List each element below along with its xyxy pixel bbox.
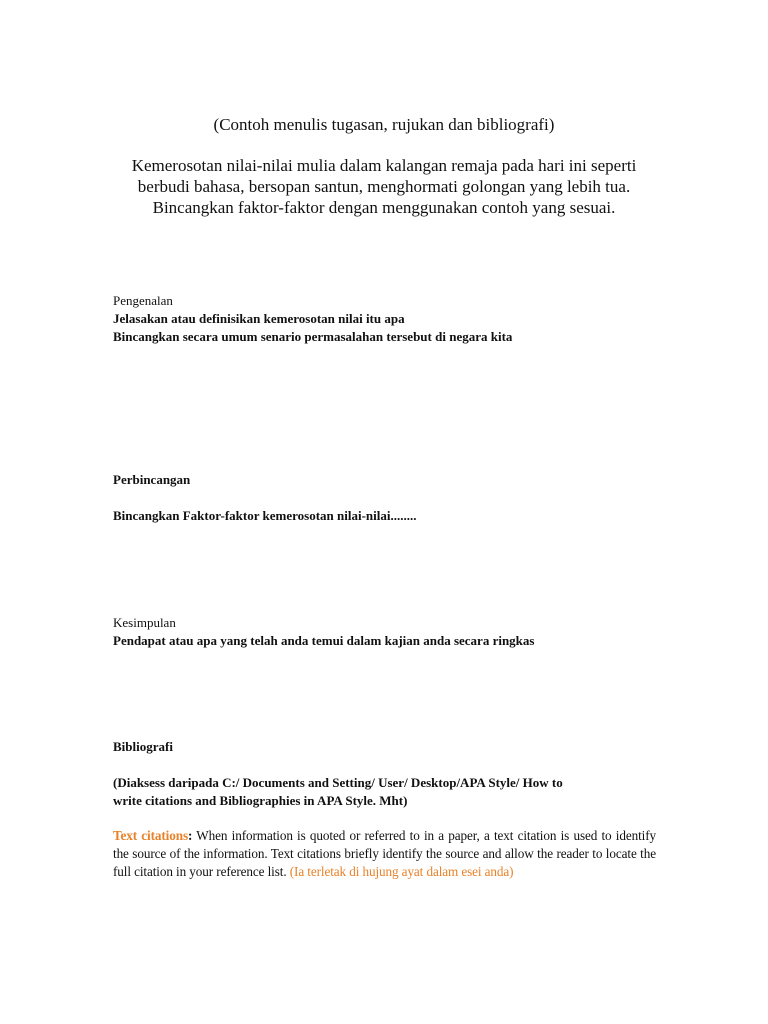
citation-body: When information is quoted or referred to in a paper, a text citation is used to identify the source of the information. Text citations briefly identify the source and allow the reader to locate the full citation in your reference list.: [113, 828, 656, 879]
section-heading: Bibliografi: [113, 739, 173, 754]
section-conclusion: [113, 614, 534, 650]
section-line: Bincangkan Faktor-faktor kemerosotan nilai-nilai........: [113, 508, 417, 523]
question-line: Bincangkan faktor-faktor dengan menggunakan contoh yang sesuai.: [152, 198, 616, 217]
citation-label: Text citations: [113, 828, 188, 843]
citation-note: (Ia terletak di hujung ayat dalam esei anda): [289, 864, 514, 879]
citation-colon: :: [188, 828, 193, 843]
bibliography-source-line: (Diaksess daripada C:/ Documents and Setting/ User/ Desktop/APA Style/ How to: [113, 775, 563, 790]
section-heading: Kesimpulan: [113, 615, 176, 630]
section-introduction: [113, 292, 512, 346]
bibliography-source-line: write citations and Bibliographies in APA Style. Mht): [113, 793, 408, 808]
section-heading: Perbincangan: [113, 472, 191, 487]
section-bibliography: [113, 738, 563, 810]
document-subtitle: (Contoh menulis tugasan, rujukan dan bibliografi): [213, 115, 555, 134]
section-discussion: [113, 471, 416, 525]
section-heading: Pengenalan: [113, 293, 173, 308]
essay-question: [100, 155, 668, 218]
section-line: Pendapat atau apa yang telah anda temui dalam kajian anda secara ringkas: [113, 633, 535, 648]
question-line: berbudi bahasa, bersopan santun, menghormati golongan yang lebih tua.: [137, 177, 631, 196]
section-line: Jelasakan atau definisikan kemerosotan nilai itu apa: [113, 311, 405, 326]
section-line: Bincangkan secara umum senario permasalahan tersebut di negara kita: [113, 329, 513, 344]
question-line: Kemerosotan nilai-nilai mulia dalam kalangan remaja pada hari ini seperti: [131, 156, 637, 175]
text-citation-paragraph: [113, 827, 656, 881]
